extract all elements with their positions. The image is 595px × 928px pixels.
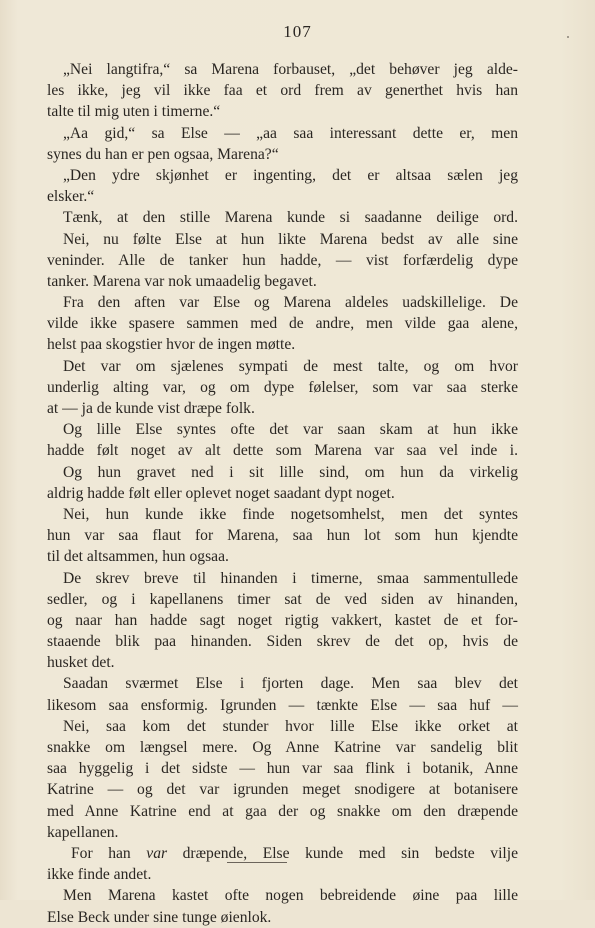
- text-line: sedler, og i kapellanens timer sat de ved siden av hinanden,: [47, 590, 518, 608]
- text-line: synes du han er pen ogsaa, Marena?“: [47, 145, 279, 163]
- text-line: Det var om sjælenes sympati de mest talte, og om hvor: [63, 357, 518, 375]
- text-line: likesom saa ensformig. Igrunden — tænkte Else — saa huf —: [47, 696, 518, 714]
- text-line: Saadan sværmet Else i fjorten dage. Men saa blev det: [63, 675, 518, 693]
- body-text: [47, 59, 518, 928]
- text-line: Nei, hun kunde ikke finde nogetsomhelst, men det syntes: [63, 505, 518, 523]
- text-line: kapellanen.: [47, 823, 119, 841]
- text-line: tanker. Marena var nok umaadelig begavet.: [47, 272, 317, 290]
- text-line: ikke finde andet.: [47, 866, 152, 884]
- page-number: 107: [283, 22, 312, 41]
- text-line: Fra den aften var Else og Marena aldeles uadskillelige. De: [63, 294, 518, 312]
- text-line: Nei, nu følte Else at hun likte Marena bedst av alle sine: [63, 230, 518, 248]
- text-line: Else Beck under sine tunge øienlok.: [47, 908, 272, 926]
- text-line: til det altsammen, hun ogsaa.: [47, 548, 229, 566]
- text-line: underlig alting var, og om dype følelser, som var saa sterke: [47, 378, 518, 396]
- text-line: husket det.: [47, 654, 115, 672]
- text-line: hun var saa flaut for Marena, saa hun lot som hun kjendte: [47, 527, 518, 545]
- text-line: „Nei langtifra,“ sa Marena forbauset, „det behøver jeg alde-: [63, 61, 518, 78]
- text-line: For han var dræpende, Else kunde med sin bedste vilje: [71, 844, 518, 862]
- text-line: at — ja de kunde vist dræpe folk.: [47, 400, 255, 417]
- text-line: snakke om længsel mere. Og Anne Katrine var sandelig blit: [47, 739, 518, 756]
- text-line: med Anne Katrine end at gaa der og snakke om den dræpende: [47, 802, 518, 820]
- text-line: aldrig hadde følt eller oplevet noget saadant dypt noget.: [47, 484, 395, 502]
- text-line: „Den ydre skjønhet er ingenting, det er altsaa sælen jeg: [63, 166, 518, 184]
- text-line: staaende blik paa hinanden. Siden skrev de det op, hvis de: [47, 633, 518, 651]
- text-line: De skrev breve til hinanden i timerne, smaa sammentullede: [63, 569, 518, 587]
- text-line: Katrine — og det var igrunden meget snodigere at botanisere: [47, 781, 518, 799]
- text-line: Nei, saa kom det stunder hvor lille Else ikke orket at: [63, 717, 518, 735]
- text-line: „Aa gid,“ sa Else — „aa saa interessant dette er, men: [63, 124, 518, 142]
- text-line: les ikke, jeg vil ikke faa et ord frem av generthet hvis han: [47, 82, 518, 100]
- text-line: Men Marena kastet ofte nogen bebreidende øine paa lille: [63, 887, 518, 905]
- text-line: veninder. Alle de tanker hun hadde, — vist forfærdelig dype: [47, 251, 518, 269]
- text-line: Tænk, at den stille Marena kunde si saadanne deilige ord.: [63, 209, 518, 227]
- text-line: saa hyggelig i det sidste — hun var saa flink i botanik, Anne: [47, 760, 518, 778]
- text-line: Og hun gravet ned i sit lille sind, om hun da virkelig: [63, 463, 518, 481]
- footer-rule: [227, 862, 287, 863]
- text-line: elsker.“: [47, 188, 95, 206]
- text-line: talte til mig uten i timerne.“: [47, 103, 221, 121]
- text-line: hadde følt noget av alt dette som Marena var saa vel inde i.: [47, 442, 518, 460]
- text-line: Og lille Else syntes ofte det var saan skam at hun ikke: [63, 421, 518, 439]
- text-line: helst paa skogstier hvor de ingen møtte.: [47, 336, 296, 354]
- text-line: vilde ikke spasere sammen med de andre, men vilde gaa alene,: [47, 315, 518, 333]
- text-line: og naar han hadde sagt noget rigtig vakkert, kastet de et for-: [47, 611, 518, 629]
